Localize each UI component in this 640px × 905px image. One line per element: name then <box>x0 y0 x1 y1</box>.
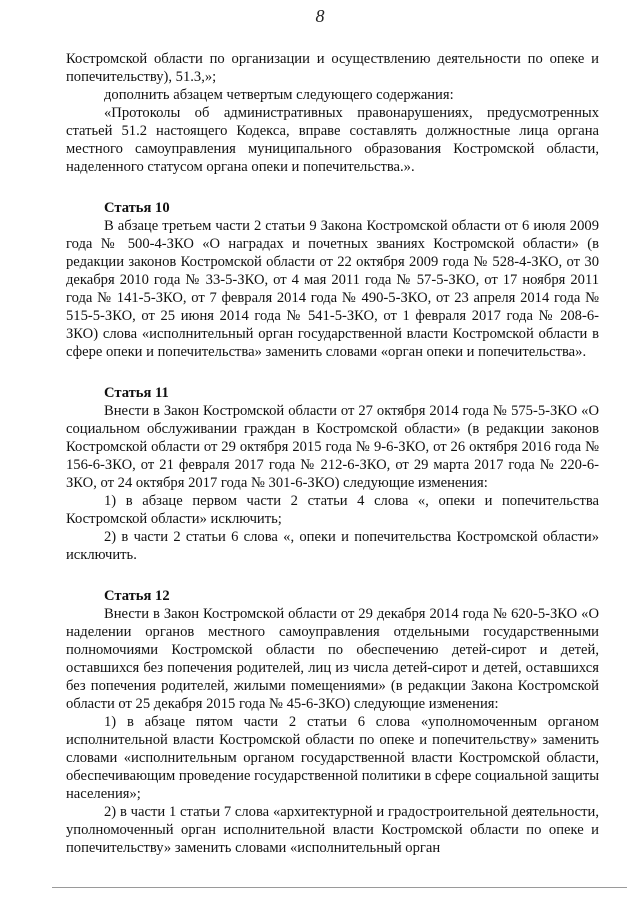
article-12-intro: Внести в Закон Костромской области от 29 декабря 2014 года № 620-5-ЗКО «О наделении органов местного самоуправления отдельными государственными полномочиями Костромской области по обеспечению детей-сирот и детей, оставшихся без попечения родителей, лиц из числа детей-сирот и детей, оставшихся без попечения родителей, жилыми помещениями» (в редакции Закона Костромской области от 25 декабря 2015 года № 45-6-ЗКО) следующие изменения: <box>66 606 599 712</box>
article-11-heading: Статья 11 <box>104 385 169 401</box>
paragraph-quoted-text: «Протоколы об административных правонарушениях, предусмотренных статьей 51.2 настоящего Кодекса, вправе составлять должностные лица органа местного самоуправления муниципального образования Костромской области, наделенного статусом органа опеки и попечительства.». <box>66 105 599 175</box>
page-bottom-divider <box>52 887 627 888</box>
article-11-item-1: 1) в абзаце первом части 2 статьи 4 слова «, опеки и попечительства Костромской области» исключить; <box>66 493 599 527</box>
article-10-heading: Статья 10 <box>104 200 170 216</box>
article-11-intro: Внести в Закон Костромской области от 27 октября 2014 года № 575-5-ЗКО «О социальном обслуживании граждан в Костромской области» (в редакции законов Костромской области от 29 октября 2015 года № 9-6-ЗКО, от 26 октября 2016 года № 156-6-ЗКО, от 21 февраля 2017 года № 212-6-ЗКО, от 29 марта 2017 года № 220-6-ЗКО, от 24 октября 2017 года № 301-6-ЗКО) следующие изменения: <box>66 403 599 491</box>
article-12-item-1: 1) в абзаце пятом части 2 статьи 6 слова «уполномоченным органом исполнительной власти Костромской области по опеке и попечительству» заменить словами «исполнительным органом государственной власти Костромской области, обеспечивающим проведение государственной политики в сфере социальной защиты населения»; <box>66 714 599 802</box>
page-number: 8 <box>315 6 325 26</box>
document-body <box>66 50 599 857</box>
article-11-item-2: 2) в части 2 статьи 6 слова «, опеки и попечительства Костромской области» исключить. <box>66 529 599 563</box>
paragraph-continuation: Костромской области по организации и осуществлению деятельности по опеке и попечительству), 51.3,»; <box>66 51 599 85</box>
article-12-heading: Статья 12 <box>104 588 170 604</box>
paragraph-amend-instruction: дополнить абзацем четвертым следующего содержания: <box>104 87 454 103</box>
article-12-item-2: 2) в части 1 статьи 7 слова «архитектурной и градостроительной деятельности, уполномоченный орган исполнительной власти Костромской области по опеке и попечительству» заменить словами «исполнительный орган <box>66 804 599 856</box>
article-10-body: В абзаце третьем части 2 статьи 9 Закона Костромской области от 6 июля 2009 года № 500-4-ЗКО «О наградах и почетных званиях Костромской области» (в редакции законов Костромской области от 22 октября 2009 года № 528-4-ЗКО, от 30 декабря 2010 года № 33-5-ЗКО, от 4 мая 2011 года № 57-5-ЗКО, от 17 ноября 2011 года № 141-5-ЗКО, от 7 февраля 2014 года № 490-5-ЗКО, от 23 апреля 2014 года № 515-5-ЗКО, от 25 июня 2014 года № 541-5-ЗКО, от 1 февраля 2017 года № 208-6-ЗКО) слова «исполнительный орган государственной власти Костромской области в сфере опеки и попечительства» заменить словами «орган опеки и попечительства». <box>66 218 599 360</box>
